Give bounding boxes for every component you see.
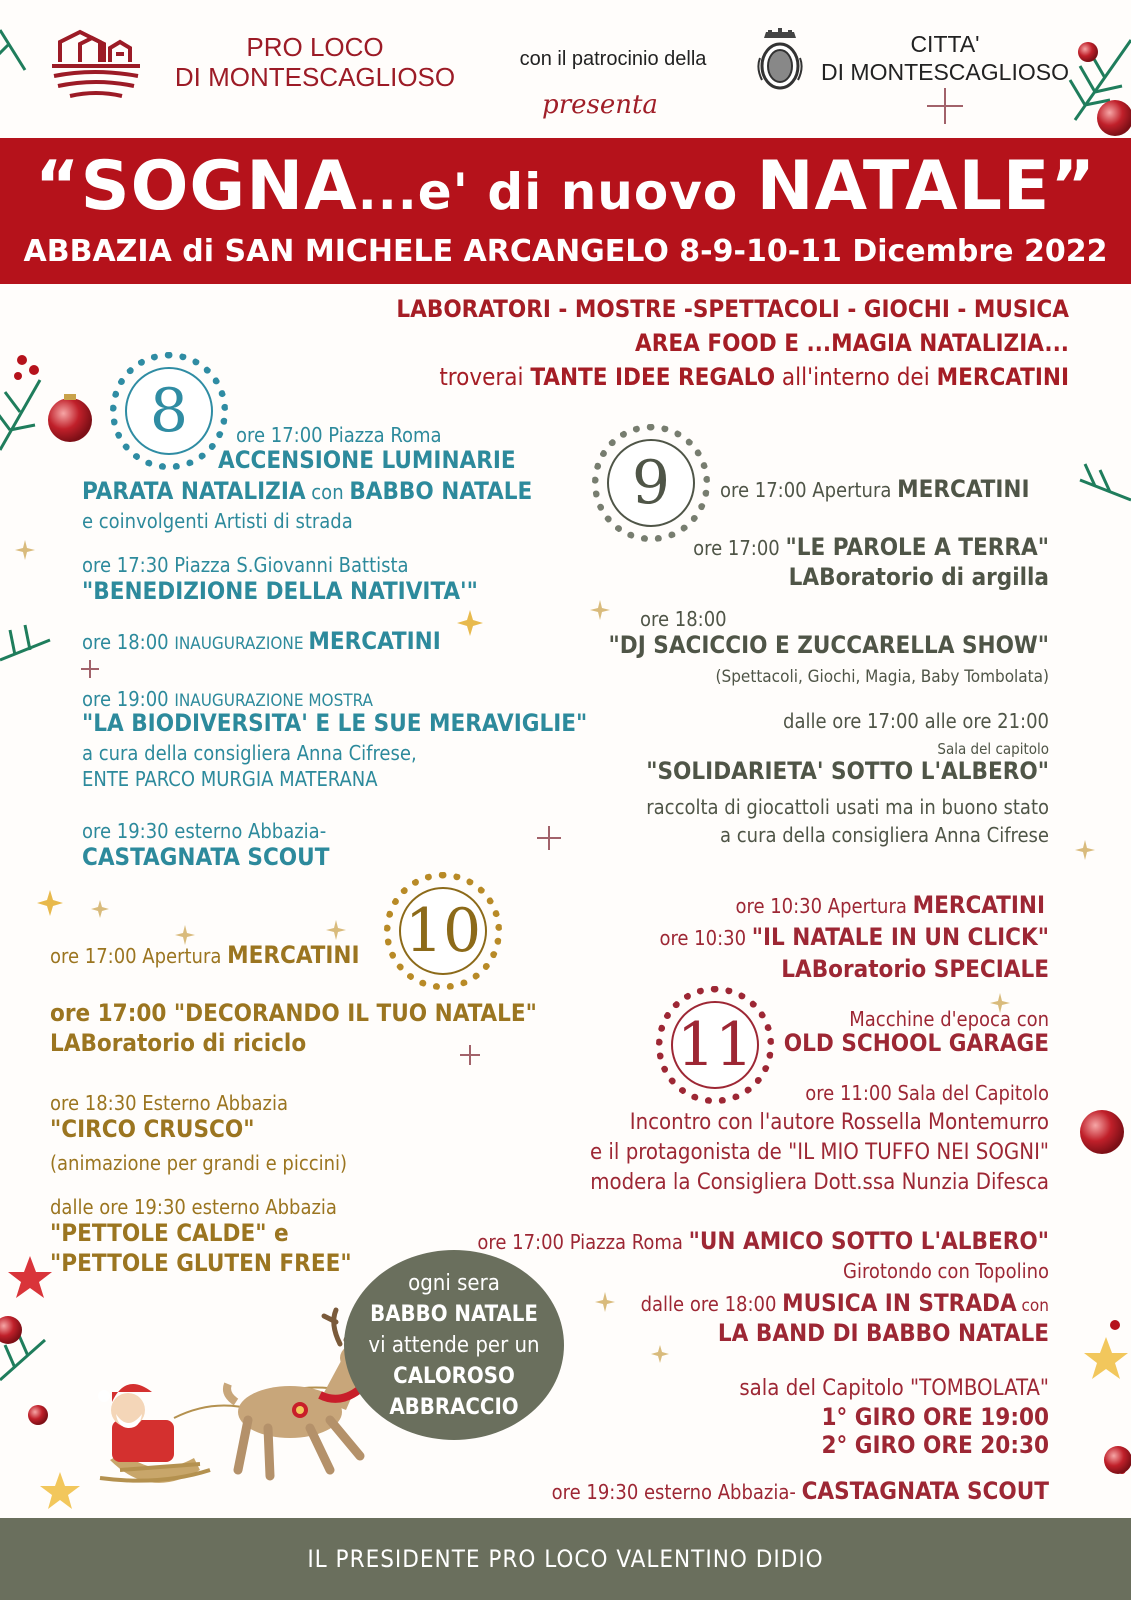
day11-e1-title: MERCATINI — [912, 891, 1045, 919]
day9-e3-time: ore 18:00 — [640, 607, 727, 631]
day9-e4-sub2: a cura della consigliera Anna Cifrese — [720, 823, 1049, 847]
day10-number: 10 — [399, 887, 487, 975]
day11-e6 — [641, 1290, 1049, 1319]
bubble-line5: ABBRACCIO — [389, 1394, 519, 1420]
day11-e6-sub: LA BAND DI BABBO NATALE — [717, 1319, 1049, 1347]
citta-line2: DI MONTESCAGLIOSO — [821, 59, 1069, 85]
title-word1: SOGNA — [80, 147, 358, 226]
pro-loco-logo — [52, 26, 140, 106]
day8-e4-note2: ENTE PARCO MURGIA MATERANA — [82, 767, 378, 791]
day8-e1-parade — [82, 478, 532, 505]
day8-e1-title: ACCENSIONE LUMINARIE — [218, 446, 516, 474]
footer — [0, 1518, 1131, 1600]
bubble-line1: ogni sera — [408, 1270, 500, 1296]
title-middle: ...e' di nuovo — [357, 163, 757, 221]
day9-badge — [592, 424, 710, 542]
title-quote-close: ” — [1050, 147, 1097, 226]
day11-e3-line2: OLD SCHOOL GARAGE — [783, 1029, 1049, 1057]
intro-line2: AREA FOOD E ...MAGIA NATALIZIA... — [635, 329, 1069, 357]
day11-e2 — [659, 924, 1049, 951]
proloco-line2: DI MONTESCAGLIOSO — [174, 62, 456, 92]
day8-e1-extra: e coinvolgenti Artisti di strada — [82, 509, 353, 533]
day10-e3-sub: (animazione per grandi e piccini) — [50, 1151, 348, 1175]
day9-e2-title: "LE PAROLE A TERRA" — [785, 533, 1049, 561]
day11-e5-time: ore 17:00 Piazza Roma — [477, 1230, 689, 1254]
day9-e2 — [693, 534, 1049, 561]
day10-e3-time: ore 18:30 Esterno Abbazia — [50, 1091, 288, 1115]
main-title — [0, 146, 1131, 233]
day10-e2-title: "DECORANDO IL TUO NATALE" — [173, 999, 537, 1027]
day8-parade-a: PARATA NATALIZIA — [82, 477, 306, 505]
day8-e4-note1: a cura della consigliera Anna Cifrese, — [82, 741, 417, 765]
bubble-line3: vi attende per un — [368, 1332, 540, 1358]
day11-e5-title: "UN AMICO SOTTO L'ALBERO" — [688, 1227, 1049, 1255]
day10-e4-title2: "PETTOLE GLUTEN FREE" — [50, 1249, 352, 1277]
day11-e8 — [552, 1478, 1049, 1505]
day8-e3-title: MERCATINI — [308, 627, 441, 655]
day9-number: 9 — [607, 439, 695, 527]
day11-e5 — [477, 1228, 1049, 1255]
day10-e4-title1: "PETTOLE CALDE" e — [50, 1219, 289, 1247]
day9-e2-time: ore 17:00 — [693, 536, 786, 560]
intro-line3-d: MERCATINI — [936, 363, 1069, 391]
day11-e5-sub: Girotondo con Topolino — [843, 1259, 1049, 1283]
day9-e3-sub: (Spettacoli, Giochi, Magia, Baby Tombolata) — [715, 667, 1049, 687]
bubble-line4: CALOROSO — [393, 1363, 515, 1389]
day11-e2-title: "IL NATALE IN UN CLICK" — [751, 923, 1049, 951]
day9-e3-title: "DJ SACICCIO E ZUCCARELLA SHOW" — [608, 631, 1049, 659]
day11-number: 11 — [671, 1001, 759, 1089]
day10-e1-time: ore 17:00 Apertura — [50, 944, 228, 968]
day9-e1-title: MERCATINI — [897, 475, 1030, 503]
day8-e3 — [82, 628, 441, 657]
day10-badge — [384, 872, 502, 990]
day8-number: 8 — [125, 367, 213, 455]
proloco-line1: PRO LOCO — [246, 32, 384, 62]
day11-e6-time: dalle ore 18:00 — [640, 1292, 783, 1316]
day8-e4-small: INAUGURAZIONE MOSTRA — [174, 691, 374, 711]
footer-text: IL PRESIDENTE PRO LOCO VALENTINO DIDIO — [307, 1545, 824, 1573]
bubble-line2: BABBO NATALE — [370, 1301, 538, 1327]
day11-e1-time: ore 10:30 Apertura — [735, 894, 913, 918]
day8-parade-c: BABBO NATALE — [349, 477, 533, 505]
intro-line3-b: TANTE IDEE REGALO — [530, 363, 776, 391]
day11-badge — [656, 986, 774, 1104]
day11-e4-time: ore 11:00 Sala del Capitolo — [805, 1081, 1049, 1105]
day9-e4-time: dalle ore 17:00 alle ore 21:00 — [783, 709, 1049, 733]
day8-e4-title: "LA BIODIVERSITA' E LE SUE MERAVIGLIE" — [82, 709, 588, 737]
presenta-text: presenta — [542, 90, 658, 120]
intro-block — [396, 292, 1069, 394]
day8-e5-title: CASTAGNATA SCOUT — [82, 843, 330, 871]
day8-e2-title: "BENEDIZIONE DELLA NATIVITA'" — [82, 577, 478, 605]
day9-e1-time: ore 17:00 Apertura — [720, 478, 898, 502]
day8-e3-time: ore 18:00 — [82, 630, 175, 654]
day11-e2-sub: LABoratorio SPECIALE — [781, 955, 1049, 983]
day8-e2-time: ore 17:30 Piazza S.Giovanni Battista — [82, 553, 409, 577]
intro-line3-a: troverai — [439, 363, 531, 391]
day11-e8-time: ore 19:30 esterno Abbazia- — [551, 1480, 802, 1504]
day8-parade-b: con — [305, 480, 350, 504]
patrocinio-text: con il patrocinio della — [519, 48, 707, 70]
day11-e3-line1: Macchine d'epoca con — [849, 1007, 1049, 1031]
day11-e7-g1: 1° GIRO ORE 19:00 — [821, 1403, 1049, 1431]
intro-line3 — [396, 360, 1069, 394]
day11-e4-line2: e il protagonista de "IL MIO TUFFO NEI SOGNI" — [589, 1140, 1049, 1165]
day9-e2-sub: LABoratorio di argilla — [788, 563, 1049, 591]
city-crest-icon — [756, 28, 804, 92]
event-subtitle: ABBAZIA di SAN MICHELE ARCANGELO 8-9-10-11 Dicembre 2022 — [23, 234, 1108, 269]
day10-e1 — [50, 942, 360, 969]
citta-name — [805, 30, 1085, 86]
day10-e1-title: MERCATINI — [227, 941, 360, 969]
citta-line1: CITTA' — [910, 31, 980, 57]
proloco-name — [150, 32, 480, 92]
day8-e3-small: INAUGURAZIONE — [174, 634, 309, 654]
day11-e6-con: con — [1016, 1296, 1049, 1316]
day9-e1 — [720, 476, 1030, 503]
day10-e3-title: "CIRCO CRUSCO" — [50, 1115, 255, 1143]
day11-e6-title: MUSICA IN STRADA — [782, 1289, 1017, 1317]
day10-e4-time: dalle ore 19:30 esterno Abbazia — [50, 1195, 337, 1219]
day10-e2-sub: LABoratorio di riciclo — [50, 1029, 307, 1057]
intro-line1: LABORATORI - MOSTRE -SPETTACOLI - GIOCHI - MUSICA — [396, 295, 1069, 323]
day8-badge — [110, 352, 228, 470]
day9-e4-place: Sala del capitolo — [937, 740, 1049, 758]
santa-bubble — [344, 1250, 564, 1440]
day11-e7-g2: 2° GIRO ORE 20:30 — [821, 1431, 1049, 1459]
day9-e4-title: "SOLIDARIETA' SOTTO L'ALBERO" — [646, 757, 1049, 785]
day9-e4-sub1: raccolta di giocattoli usati ma in buono stato — [646, 795, 1049, 819]
day10-e2-time: ore 17:00 — [50, 999, 174, 1027]
day8-e1-time: ore 17:00 Piazza Roma — [236, 423, 442, 447]
day11-e4-line1: Incontro con l'autore Rossella Montemurro — [629, 1110, 1049, 1135]
day8-e5-time: ore 19:30 esterno Abbazia- — [82, 819, 327, 843]
day8-e4-time: ore 19:00 — [82, 687, 175, 711]
day11-e2-time: ore 10:30 — [659, 926, 752, 950]
title-word2: NATALE — [756, 147, 1051, 226]
title-quote-open: “ — [34, 147, 81, 226]
day11-e4-line3: modera la Consigliera Dott.ssa Nunzia Difesca — [590, 1170, 1049, 1195]
day11-e1 — [735, 892, 1045, 919]
intro-line3-c: all'interno dei — [775, 363, 937, 391]
day11-e7-title: sala del Capitolo "TOMBOLATA" — [739, 1376, 1049, 1401]
day10-e2 — [50, 1000, 537, 1026]
day11-e8-title: CASTAGNATA SCOUT — [801, 1477, 1049, 1505]
